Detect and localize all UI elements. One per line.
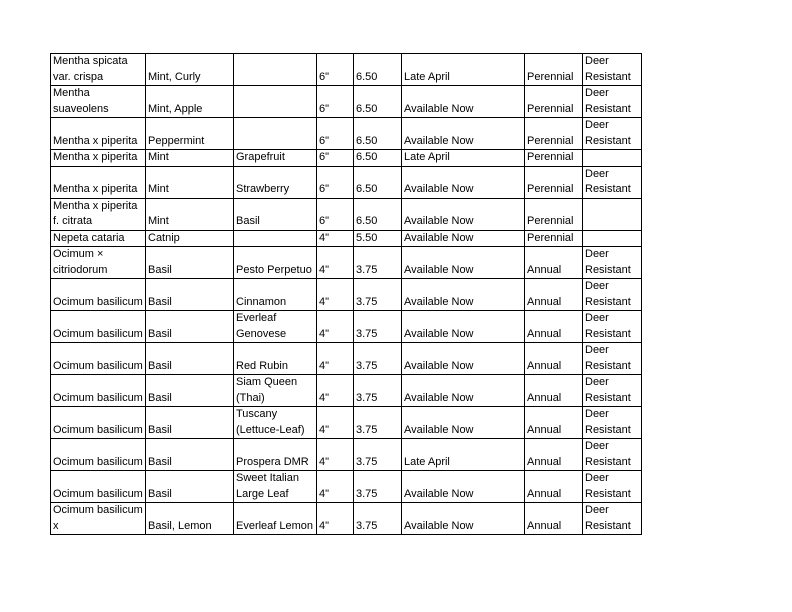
botanical-name-cell: Mentha x piperita f. citrata <box>51 198 146 230</box>
table-row <box>51 54 642 86</box>
availability-cell: Available Now <box>402 118 525 150</box>
availability-cell: Available Now <box>402 407 525 439</box>
lifecycle-cell: Annual <box>525 247 583 279</box>
lifecycle-cell: Perennial <box>525 86 583 118</box>
variety-cell <box>234 118 317 150</box>
price-cell: 6.50 <box>354 54 402 86</box>
pot-size-cell: 6" <box>317 54 354 86</box>
pot-size-cell: 6" <box>317 166 354 198</box>
common-name-cell: Basil <box>146 311 234 343</box>
table-row <box>51 150 642 167</box>
table-row <box>51 247 642 279</box>
availability-cell: Available Now <box>402 503 525 535</box>
botanical-name-cell: Mentha x piperita <box>51 150 146 167</box>
table-row <box>51 503 642 535</box>
deer-resistance-cell <box>583 230 642 247</box>
deer-resistance-cell: Deer Resistant <box>583 166 642 198</box>
table-row <box>51 343 642 375</box>
lifecycle-cell: Annual <box>525 343 583 375</box>
deer-resistance-cell: Deer Resistant <box>583 471 642 503</box>
availability-cell: Available Now <box>402 311 525 343</box>
variety-cell: Basil <box>234 198 317 230</box>
price-cell: 3.75 <box>354 439 402 471</box>
botanical-name-cell: Ocimum basilicum <box>51 279 146 311</box>
lifecycle-cell: Annual <box>525 407 583 439</box>
availability-cell: Available Now <box>402 375 525 407</box>
botanical-name-cell: Mentha spicata var. crispa <box>51 54 146 86</box>
pot-size-cell: 6" <box>317 86 354 118</box>
pot-size-cell: 4" <box>317 230 354 247</box>
deer-resistance-cell: Deer Resistant <box>583 86 642 118</box>
plant-table <box>50 53 642 535</box>
deer-resistance-cell: Deer Resistant <box>583 279 642 311</box>
table-row <box>51 166 642 198</box>
table-row <box>51 407 642 439</box>
variety-cell: Grapefruit <box>234 150 317 167</box>
price-cell: 6.50 <box>354 86 402 118</box>
availability-cell: Available Now <box>402 198 525 230</box>
variety-cell: Cinnamon <box>234 279 317 311</box>
deer-resistance-cell: Deer Resistant <box>583 375 642 407</box>
pot-size-cell: 4" <box>317 407 354 439</box>
price-cell: 3.75 <box>354 407 402 439</box>
deer-resistance-cell: Deer Resistant <box>583 54 642 86</box>
lifecycle-cell: Annual <box>525 471 583 503</box>
availability-cell: Available Now <box>402 166 525 198</box>
lifecycle-cell: Perennial <box>525 198 583 230</box>
availability-cell: Available Now <box>402 230 525 247</box>
availability-cell: Late April <box>402 439 525 471</box>
variety-cell <box>234 54 317 86</box>
botanical-name-cell: Ocimum basilicum x <box>51 503 146 535</box>
pot-size-cell: 4" <box>317 343 354 375</box>
availability-cell: Available Now <box>402 471 525 503</box>
common-name-cell: Mint, Curly <box>146 54 234 86</box>
lifecycle-cell: Perennial <box>525 54 583 86</box>
table-row <box>51 471 642 503</box>
common-name-cell: Basil <box>146 471 234 503</box>
variety-cell <box>234 230 317 247</box>
variety-cell: Strawberry <box>234 166 317 198</box>
variety-cell: Siam Queen (Thai) <box>234 375 317 407</box>
botanical-name-cell: Mentha suaveolens <box>51 86 146 118</box>
variety-cell: Sweet Italian Large Leaf <box>234 471 317 503</box>
price-cell: 3.75 <box>354 311 402 343</box>
variety-cell: Red Rubin <box>234 343 317 375</box>
botanical-name-cell: Ocimum basilicum <box>51 343 146 375</box>
deer-resistance-cell: Deer Resistant <box>583 439 642 471</box>
table-row <box>51 118 642 150</box>
price-cell: 6.50 <box>354 118 402 150</box>
table-row <box>51 439 642 471</box>
deer-resistance-cell: Deer Resistant <box>583 503 642 535</box>
variety-cell: Pesto Perpetuo <box>234 247 317 279</box>
variety-cell <box>234 86 317 118</box>
pot-size-cell: 6" <box>317 150 354 167</box>
price-cell: 6.50 <box>354 150 402 167</box>
lifecycle-cell: Annual <box>525 279 583 311</box>
deer-resistance-cell <box>583 198 642 230</box>
deer-resistance-cell: Deer Resistant <box>583 247 642 279</box>
botanical-name-cell: Mentha x piperita <box>51 166 146 198</box>
table-row <box>51 198 642 230</box>
price-cell: 3.75 <box>354 375 402 407</box>
price-cell: 3.75 <box>354 503 402 535</box>
common-name-cell: Mint, Apple <box>146 86 234 118</box>
availability-cell: Available Now <box>402 86 525 118</box>
availability-cell: Available Now <box>402 343 525 375</box>
availability-cell: Available Now <box>402 247 525 279</box>
availability-cell: Late April <box>402 54 525 86</box>
pot-size-cell: 4" <box>317 247 354 279</box>
price-cell: 6.50 <box>354 198 402 230</box>
table-row <box>51 375 642 407</box>
deer-resistance-cell: Deer Resistant <box>583 118 642 150</box>
common-name-cell: Basil <box>146 375 234 407</box>
botanical-name-cell: Ocimum basilicum <box>51 407 146 439</box>
botanical-name-cell: Ocimum basilicum <box>51 471 146 503</box>
lifecycle-cell: Perennial <box>525 118 583 150</box>
availability-cell: Available Now <box>402 279 525 311</box>
botanical-name-cell: Ocimum basilicum <box>51 439 146 471</box>
common-name-cell: Basil, Lemon <box>146 503 234 535</box>
availability-cell: Late April <box>402 150 525 167</box>
variety-cell: Tuscany (Lettuce-Leaf) <box>234 407 317 439</box>
variety-cell: Everleaf Lemon <box>234 503 317 535</box>
common-name-cell: Catnip <box>146 230 234 247</box>
deer-resistance-cell: Deer Resistant <box>583 311 642 343</box>
lifecycle-cell: Annual <box>525 311 583 343</box>
common-name-cell: Basil <box>146 247 234 279</box>
lifecycle-cell: Annual <box>525 439 583 471</box>
deer-resistance-cell <box>583 150 642 167</box>
price-cell: 3.75 <box>354 471 402 503</box>
pot-size-cell: 6" <box>317 118 354 150</box>
common-name-cell: Mint <box>146 166 234 198</box>
table-row <box>51 311 642 343</box>
botanical-name-cell: Ocimum basilicum <box>51 311 146 343</box>
common-name-cell: Basil <box>146 279 234 311</box>
price-cell: 3.75 <box>354 279 402 311</box>
botanical-name-cell: Nepeta cataria <box>51 230 146 247</box>
pot-size-cell: 4" <box>317 439 354 471</box>
variety-cell: Prospera DMR <box>234 439 317 471</box>
lifecycle-cell: Perennial <box>525 150 583 167</box>
price-cell: 5.50 <box>354 230 402 247</box>
pot-size-cell: 4" <box>317 503 354 535</box>
price-cell: 3.75 <box>354 343 402 375</box>
common-name-cell: Basil <box>146 407 234 439</box>
variety-cell: Everleaf Genovese <box>234 311 317 343</box>
deer-resistance-cell: Deer Resistant <box>583 407 642 439</box>
lifecycle-cell: Annual <box>525 375 583 407</box>
table-row <box>51 230 642 247</box>
botanical-name-cell: Ocimum basilicum <box>51 375 146 407</box>
price-cell: 3.75 <box>354 247 402 279</box>
pot-size-cell: 4" <box>317 279 354 311</box>
common-name-cell: Basil <box>146 343 234 375</box>
botanical-name-cell: Mentha x piperita <box>51 118 146 150</box>
table-row <box>51 279 642 311</box>
price-cell: 6.50 <box>354 166 402 198</box>
pot-size-cell: 4" <box>317 311 354 343</box>
pot-size-cell: 6" <box>317 198 354 230</box>
common-name-cell: Peppermint <box>146 118 234 150</box>
lifecycle-cell: Annual <box>525 503 583 535</box>
common-name-cell: Basil <box>146 439 234 471</box>
pot-size-cell: 4" <box>317 471 354 503</box>
common-name-cell: Mint <box>146 198 234 230</box>
pot-size-cell: 4" <box>317 375 354 407</box>
lifecycle-cell: Perennial <box>525 230 583 247</box>
botanical-name-cell: Ocimum × citriodorum <box>51 247 146 279</box>
lifecycle-cell: Perennial <box>525 166 583 198</box>
common-name-cell: Mint <box>146 150 234 167</box>
deer-resistance-cell: Deer Resistant <box>583 343 642 375</box>
table-row <box>51 86 642 118</box>
